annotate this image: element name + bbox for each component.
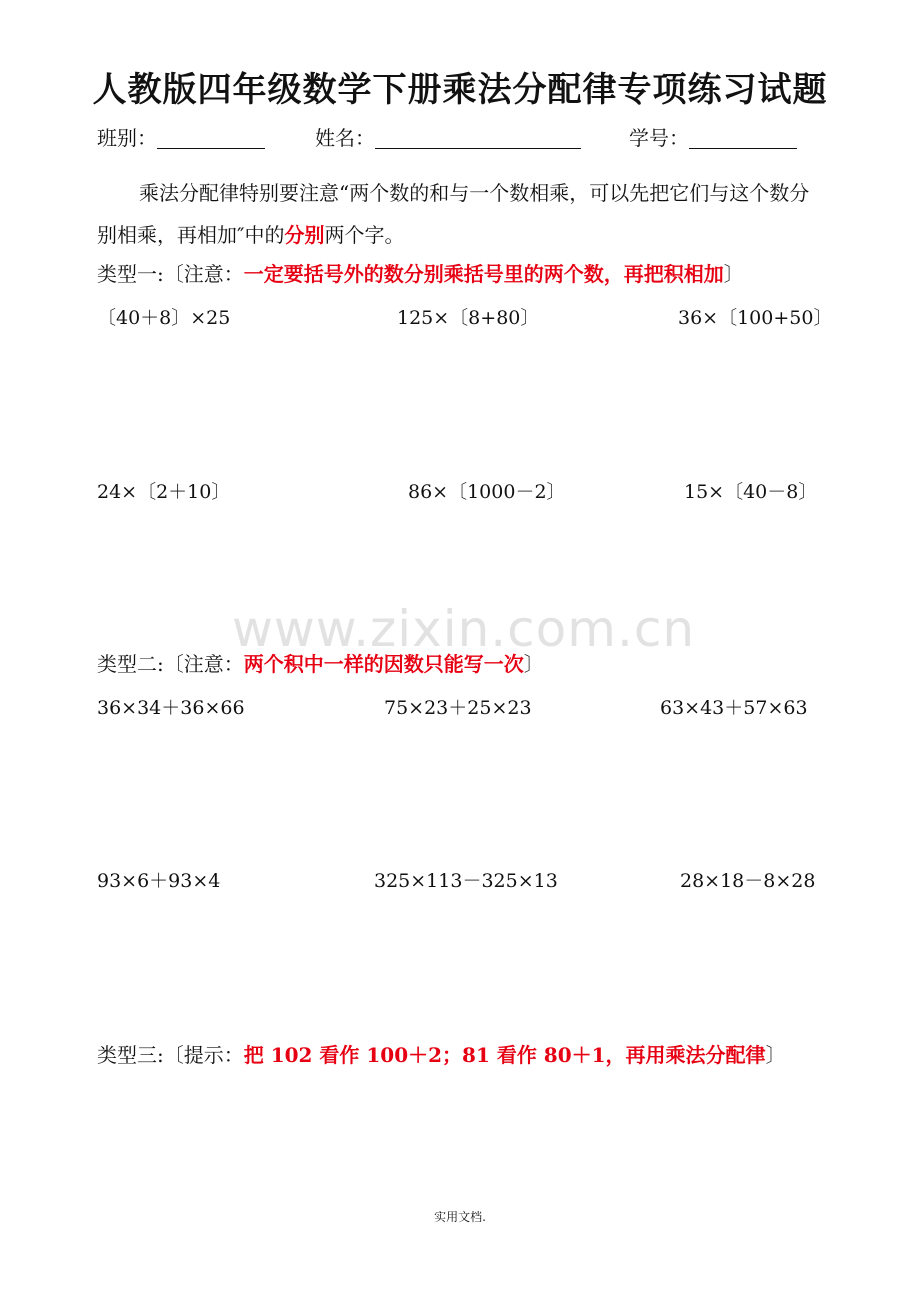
intro-paragraph xyxy=(97,172,822,256)
intro-highlight: 分别 xyxy=(284,223,325,247)
problem: 125×〔8+80〕 xyxy=(397,307,540,329)
problem: 325×113－325×13 xyxy=(374,870,558,892)
problem: 24×〔2＋10〕 xyxy=(97,481,231,503)
type-3-note: 把 102 看作 100＋2；81 看作 80＋1，再用乘法分配律 xyxy=(243,1043,766,1067)
type-1-heading xyxy=(97,258,744,287)
problem: 86×〔1000－2〕 xyxy=(408,481,566,503)
problem: 93×6＋93×4 xyxy=(97,870,221,892)
problem: 75×23＋25×23 xyxy=(384,697,532,719)
name-label: 姓名： xyxy=(315,126,375,150)
number-field xyxy=(629,122,797,151)
student-info-row xyxy=(97,122,817,152)
intro-text-2: 两个字。 xyxy=(324,223,405,247)
watermark: www.zixin.com.cn xyxy=(232,600,696,658)
number-label: 学号： xyxy=(629,126,689,150)
problem: 36×〔100+50〕 xyxy=(678,307,833,329)
class-label: 班别： xyxy=(97,126,157,150)
problem: 28×18－8×28 xyxy=(680,870,816,892)
page-footer: 实用文档. xyxy=(434,1210,486,1224)
type-1-prefix: 类型一:〔注意： xyxy=(97,262,244,286)
type-2-note: 两个积中一样的因数只能写一次 xyxy=(243,652,524,676)
name-field xyxy=(315,122,581,151)
type-3-heading xyxy=(97,1039,786,1068)
type-2-suffix: 〕 xyxy=(523,652,544,676)
intro-text-1: 乘法分配律特别要注意“两个数的和与一个数相乘，可以先把它们与这个数分别相乘，再相加″中的 xyxy=(97,181,810,247)
type-3-suffix: 〕 xyxy=(765,1043,786,1067)
type-1-suffix: 〕 xyxy=(723,262,744,286)
class-field xyxy=(97,122,265,151)
problem: 36×34＋36×66 xyxy=(97,697,245,719)
type-1-note: 一定要括号外的数分别乘括号里的两个数，再把积相加 xyxy=(243,262,724,286)
name-blank xyxy=(375,128,581,149)
number-blank xyxy=(689,128,797,149)
class-blank xyxy=(157,128,265,149)
problem: 63×43＋57×63 xyxy=(660,697,808,719)
problem: 15×〔40－8〕 xyxy=(684,481,818,503)
type-2-heading xyxy=(97,648,544,677)
problem: 〔40＋8〕×25 xyxy=(97,307,231,329)
type-2-prefix: 类型二:〔注意： xyxy=(97,652,244,676)
document-title: 人教版四年级数学下册乘法分配律专项练习试题 xyxy=(92,70,828,110)
type-3-prefix: 类型三:〔提示： xyxy=(97,1043,244,1067)
